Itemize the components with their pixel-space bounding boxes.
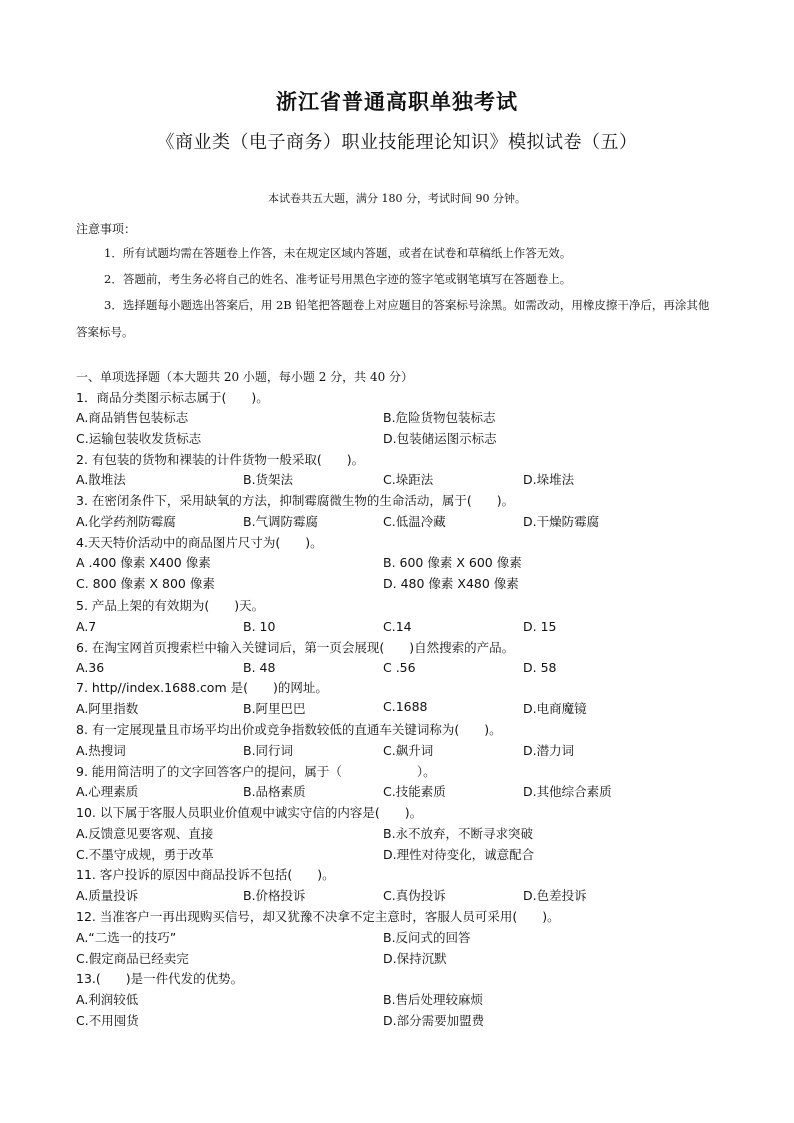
option-a: A.心理素质 xyxy=(76,784,139,799)
option-row xyxy=(76,574,716,592)
option-d: D.色差投诉 xyxy=(523,888,587,903)
option-d: D.电商魔镜 xyxy=(523,701,587,716)
option-b: B. 600 像素 X 600 像素 xyxy=(383,555,522,570)
option-d: D.包装储运图示标志 xyxy=(383,431,497,446)
option-a: A.商品销售包装标志 xyxy=(76,410,189,425)
option-d: D. 58 xyxy=(523,660,557,675)
question-stem: 9. 能用简洁明了的文字回答客户的提问，属于（ ）。 xyxy=(76,764,436,779)
option-row xyxy=(76,845,716,863)
notice-item: 1．所有试题均需在答题卷上作答，未在规定区域内答题，或者在试卷和草稿纸上作答无效。 xyxy=(104,246,572,260)
notice-item: 3．选择题每小题选出答案后，用 2B 铅笔把答题卷上对应题目的答案标号涂黑。如需改动，用橡皮擦干净后，再涂其他答案标号。 xyxy=(76,298,710,339)
option-a: A.36 xyxy=(76,660,105,675)
option-d: D.部分需要加盟费 xyxy=(383,1013,485,1028)
option-b: B.货架法 xyxy=(243,472,294,487)
option-a: A.热搜词 xyxy=(76,743,126,758)
option-c: C.假定商品已经卖完 xyxy=(76,951,189,966)
option-row xyxy=(76,699,716,717)
option-a: A .400 像素 X400 像素 xyxy=(76,555,211,570)
question-stem: 3. 在密闭条件下，采用缺氧的方法，抑制霉腐微生物的生命活动，属于( )。 xyxy=(76,493,515,508)
option-row xyxy=(76,1011,716,1029)
option-b: B.危险货物包装标志 xyxy=(383,410,496,425)
option-a: A.“二选一的技巧” xyxy=(76,930,177,945)
option-b: B.价格投诉 xyxy=(243,888,306,903)
page-subtitle: 《商业类（电子商务）职业技能理论知识》模拟试卷（五） xyxy=(156,132,638,153)
page-title: 浙江省普通高职单独考试 xyxy=(276,90,518,114)
option-row xyxy=(76,949,716,967)
option-a: A.散堆法 xyxy=(76,472,126,487)
question-stem: 13.( )是一件代发的优势。 xyxy=(76,971,244,986)
option-c: C.14 xyxy=(383,619,412,634)
option-d: D.垛堆法 xyxy=(523,472,575,487)
option-c: C.运输包装收发货标志 xyxy=(76,431,202,446)
option-row xyxy=(76,512,716,530)
option-row xyxy=(76,824,716,842)
option-c: C.不墨守成规，勇于改革 xyxy=(76,847,214,862)
option-b: B.同行词 xyxy=(243,743,294,758)
question-stem: 8. 有一定展现量且市场平均出价或竞争指数较低的直通车关键词称为( )。 xyxy=(76,722,502,737)
option-b: B. 48 xyxy=(243,660,276,675)
option-c: C .56 xyxy=(383,660,416,675)
option-b: B.气调防霉腐 xyxy=(243,514,319,529)
option-row xyxy=(76,741,716,759)
question-stem: 11. 客户投诉的原因中商品投诉不包括( )。 xyxy=(76,867,335,882)
exam-info: 本试卷共五大题，满分 180 分，考试时间 90 分钟。 xyxy=(268,192,526,205)
question-stem: 2. 有包装的货物和裸装的计件货物一般采取( )。 xyxy=(76,452,365,467)
question-stem: 10. 以下属于客服人员职业价值观中诚实守信的内容是( )。 xyxy=(76,805,423,820)
option-d: D.潜力词 xyxy=(523,743,575,758)
option-a: A.利润较低 xyxy=(76,992,139,1007)
question-stem: 1．商品分类图示标志属于( )。 xyxy=(76,390,269,405)
section-heading: 一、单项选择题（本大题共 20 小题，每小题 2 分，共 40 分） xyxy=(76,370,414,384)
question-stem: 6. 在淘宝网首页搜索栏中输入关键词后，第一页会展现( )自然搜索的产品。 xyxy=(76,640,515,655)
question-stem: 5. 产品上架的有效期为( )天。 xyxy=(76,598,265,613)
option-b: B.反问式的回答 xyxy=(383,930,471,945)
notice-heading: 注意事项： xyxy=(76,222,137,236)
option-b: B.售后处理较麻烦 xyxy=(383,992,484,1007)
option-d: D. 15 xyxy=(523,619,557,634)
option-b: B. 10 xyxy=(243,619,276,634)
option-row xyxy=(76,429,716,447)
question-stem: 4.天天特价活动中的商品图片尺寸为( )。 xyxy=(76,535,323,550)
option-a: A.阿里指数 xyxy=(76,701,139,716)
option-d: D.干燥防霉腐 xyxy=(523,514,600,529)
question-stem: 7. http//index.1688.com 是( )的网址。 xyxy=(76,680,328,695)
option-row xyxy=(76,470,716,488)
option-d: D. 480 像素 X480 像素 xyxy=(383,576,519,591)
option-row xyxy=(76,619,716,637)
notice-item: 2．答题前，考生务必将自己的姓名、准考证号用黑色字迹的签字笔或钢笔填写在答题卷上。 xyxy=(104,272,572,286)
option-row xyxy=(76,408,716,426)
question-stem: 12. 当准客户一再出现购买信号，却又犹豫不决拿不定主意时，客服人员可采用( )。 xyxy=(76,909,560,924)
option-c: C.真伪投诉 xyxy=(383,888,446,903)
option-d: D.理性对待变化，诚意配合 xyxy=(383,847,535,862)
option-a: A.反馈意见要客观、直接 xyxy=(76,826,214,841)
option-c: C.垛距法 xyxy=(383,472,434,487)
option-b: B.永不放弃，不断寻求突破 xyxy=(383,826,534,841)
option-c: C.1688 xyxy=(383,699,428,714)
option-row xyxy=(76,782,716,800)
option-a: A.化学药剂防霉腐 xyxy=(76,514,176,529)
option-d: D.保持沉默 xyxy=(383,951,447,966)
option-c: C.低温冷藏 xyxy=(383,514,446,529)
option-row xyxy=(76,990,716,1008)
option-c: C.技能素质 xyxy=(383,784,446,799)
option-c: C. 800 像素 X 800 像素 xyxy=(76,576,215,591)
option-a: A.7 xyxy=(76,619,97,634)
option-b: B.阿里巴巴 xyxy=(243,701,306,716)
option-d: D.其他综合素质 xyxy=(523,784,612,799)
option-a: A.质量投诉 xyxy=(76,888,139,903)
option-row xyxy=(76,886,716,904)
option-row xyxy=(76,553,716,571)
option-b: B.品格素质 xyxy=(243,784,306,799)
option-c: C.飙升词 xyxy=(383,743,434,758)
option-c: C.不用囤货 xyxy=(76,1013,139,1028)
option-row xyxy=(76,928,716,946)
option-row xyxy=(76,660,716,678)
